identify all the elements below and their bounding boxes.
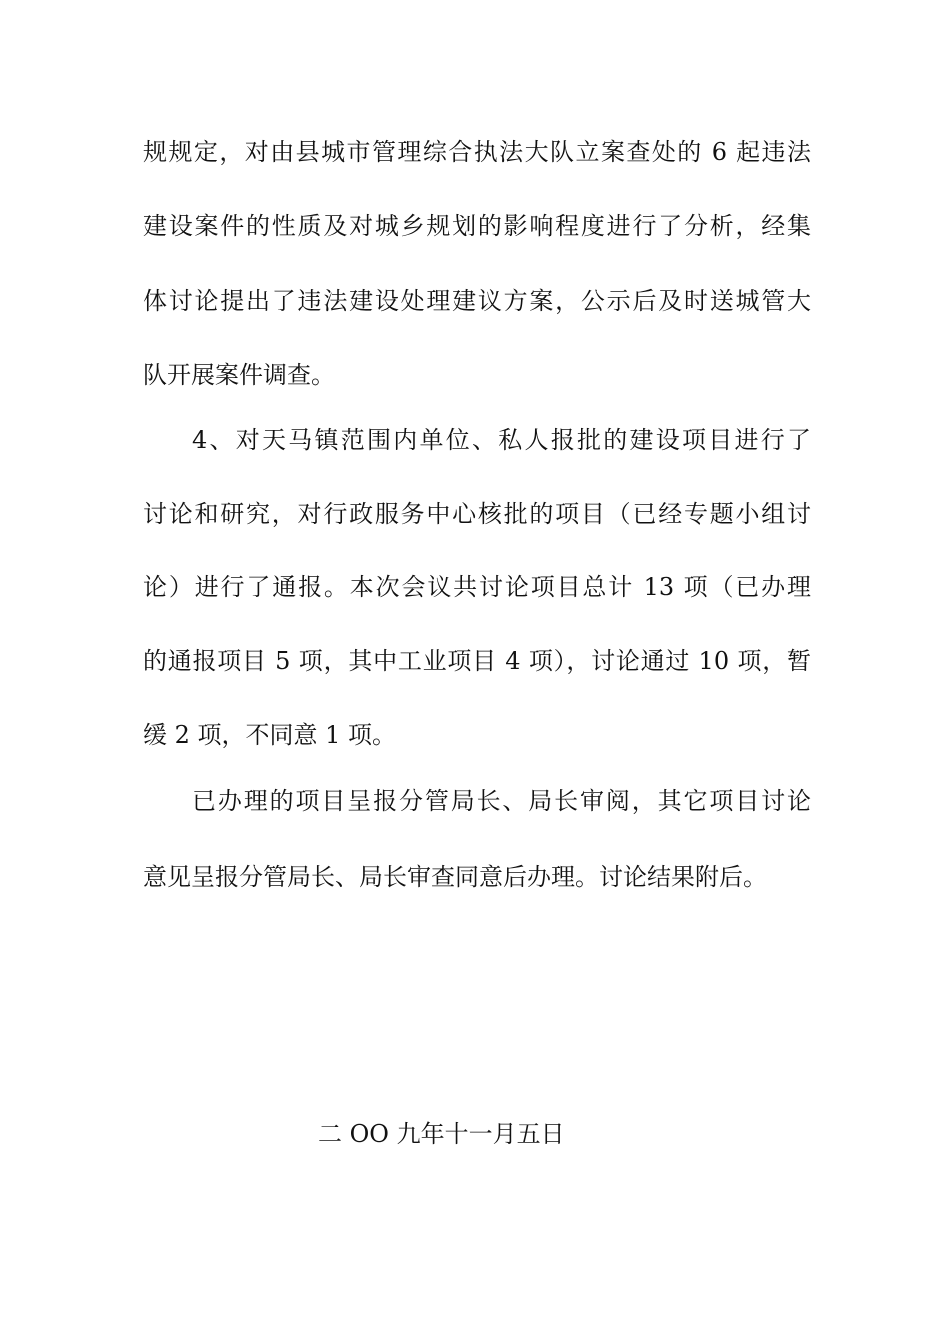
document-date: 二 OO 九年十一月五日	[318, 1120, 565, 1148]
paragraph-2-line-2: 讨论和研究，对行政服务中心核批的项目（已经专题小组讨	[143, 500, 811, 528]
paragraph-1-line-3: 体讨论提出了违法建设处理建议方案，公示后及时送城管大	[143, 287, 811, 315]
paragraph-3-line-1: 已办理的项目呈报分管局长、局长审阅，其它项目讨论	[192, 787, 811, 815]
paragraph-3-line-2: 意见呈报分管局长、局长审查同意后办理。讨论结果附后。	[143, 863, 767, 891]
paragraph-2-line-5: 缓 2 项，不同意 1 项。	[143, 721, 397, 749]
paragraph-1-line-4: 队开展案件调查。	[143, 361, 335, 389]
paragraph-2-line-1: 4、对天马镇范围内单位、私人报批的建设项目进行了	[192, 426, 811, 454]
paragraph-2-line-3: 论）进行了通报。本次会议共讨论项目总计 13 项（已办理	[143, 573, 811, 601]
paragraph-1-line-1: 规规定，对由县城市管理综合执法大队立案查处的 6 起违法	[143, 138, 811, 166]
paragraph-2-line-4: 的通报项目 5 项，其中工业项目 4 项），讨论通过 10 项，暂	[143, 647, 811, 675]
paragraph-1-line-2: 建设案件的性质及对城乡规划的影响程度进行了分析，经集	[143, 212, 811, 240]
